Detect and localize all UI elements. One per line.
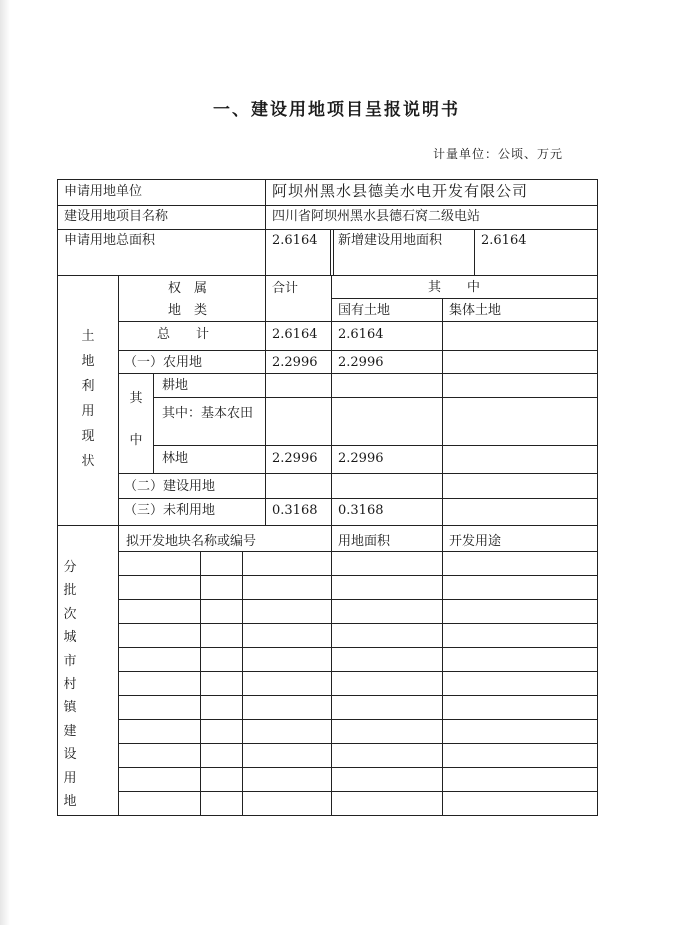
measurement-unit: 计量单位：公顷、万元 <box>432 147 563 161</box>
batch-section-label: 分批次城市村镇建设用地 <box>63 560 77 810</box>
project-name-value: 四川省阿坝州黑水县德石窝二级电站 <box>272 209 481 224</box>
development-use-column-header: 开发用途 <box>449 534 502 549</box>
state-land-header: 国有土地 <box>338 303 391 318</box>
total-area-value: 2.6164 <box>272 233 318 248</box>
forest-row-label: 林地 <box>162 451 189 466</box>
unused-sum-value: 0.3168 <box>272 503 318 518</box>
construction-row-label: （二）建设用地 <box>124 479 216 494</box>
basic-farmland-row-label: 其中：基本农田 <box>162 406 254 421</box>
of-which-vertical-label: 其中 <box>129 391 143 448</box>
project-name-label: 建设用地项目名称 <box>64 209 169 224</box>
land-type-header: 地 类 <box>168 303 208 318</box>
page-title: 一、建设用地项目呈报说明书 <box>213 100 460 120</box>
ownership-header: 权 属 <box>168 281 208 296</box>
total-state-value: 2.6164 <box>338 327 384 342</box>
total-area-label: 申请用地总面积 <box>64 233 156 248</box>
of-which-header: 其 中 <box>428 280 481 295</box>
plot-name-column-header: 拟开发地块名称或编号 <box>126 534 257 549</box>
land-area-column-header: 用地面积 <box>338 534 391 549</box>
applicant-value: 阿坝州黑水县德美水电开发有限公司 <box>272 182 529 200</box>
unused-state-value: 0.3168 <box>338 503 384 518</box>
agricultural-sum-value: 2.2996 <box>272 355 318 370</box>
total-sum-value: 2.6164 <box>272 327 318 342</box>
sum-column-header: 合计 <box>272 281 299 296</box>
total-row-label: 总 计 <box>157 327 210 342</box>
applicant-label: 申请用地单位 <box>64 184 143 199</box>
unused-row-label: （三）未利用地 <box>124 503 216 518</box>
agricultural-state-value: 2.2996 <box>338 355 384 370</box>
new-area-value: 2.6164 <box>481 233 527 248</box>
land-use-section-label: 土地利用现状 <box>81 329 95 469</box>
farmland-row-label: 耕地 <box>162 378 189 393</box>
agricultural-row-label: （一）农用地 <box>124 355 203 370</box>
new-area-label: 新增建设用地面积 <box>338 233 443 248</box>
collective-land-header: 集体土地 <box>449 303 502 318</box>
forest-sum-value: 2.2996 <box>272 451 318 466</box>
forest-state-value: 2.2996 <box>338 451 384 466</box>
